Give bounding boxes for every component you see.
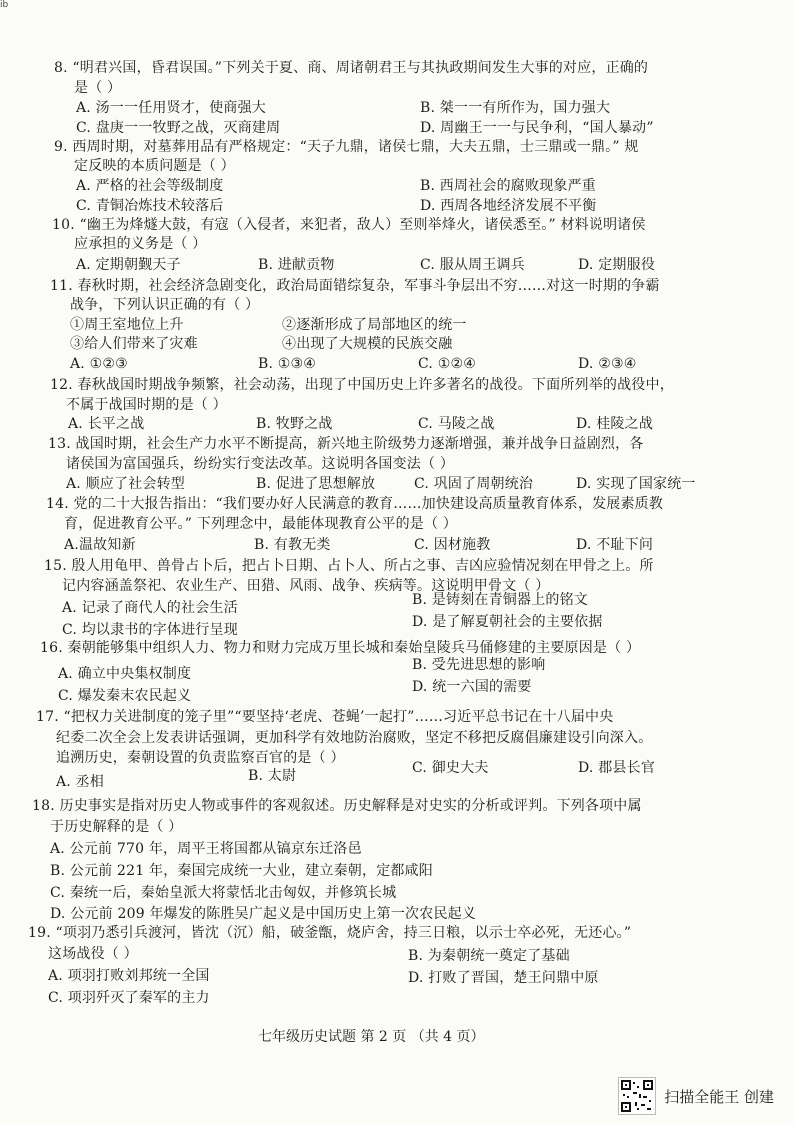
- option-b: B. 西周社会的腐败现象严重: [420, 178, 596, 194]
- option-c: C. 项羽歼灭了秦军的主力: [48, 990, 210, 1006]
- option-a: A. 严格的社会等级制度: [76, 178, 224, 194]
- option-d: D. 是了解夏朝社会的主要依据: [412, 614, 603, 630]
- question-stem: 于历史解释的是（ ）: [50, 819, 183, 835]
- question-stem: 纪委二次全会上发表讲话强调，更加科学有效地防治腐败，坚定不移把反腐倡廉建设引向深入。: [56, 730, 653, 746]
- question-stem: 定反映的本质问题是（ ）: [74, 158, 235, 174]
- option-c: C. 均以隶书的字体进行呈现: [62, 622, 238, 638]
- statement-item: ②逐渐形成了局部地区的统一: [282, 317, 467, 333]
- option-b: B. 太尉: [248, 768, 297, 784]
- option-a: A. 顺应了社会转型: [66, 476, 186, 492]
- option-c: C. 盘庚一一牧野之战，灭商建周: [76, 120, 281, 136]
- question-stem: 育，促进教育公平。” 下列理念中，最能体现教育公平的是（ ）: [64, 516, 458, 532]
- question-stem: 10. “幽王为烽燧大鼓，有寇（入侵者，来犯者，敌人）至则举烽火，诸侯悉至。” 材料说明诸侯: [52, 217, 646, 233]
- option-b: B. 公元前 221 年，秦国完成统一大业，建立秦朝，定都咸阳: [50, 863, 434, 879]
- question-stem: 18. 历史事实是指对历史人物或事件的客观叙述。历史解释是对史实的分析或评判。下列各项中属: [32, 798, 642, 814]
- question-stem: 不属于战国时期的是（ ）: [66, 397, 227, 413]
- option-b: B. 桀一一有所作为，国力强大: [420, 100, 611, 116]
- question-stem: 15. 殷人用龟甲、兽骨占卜后，把占卜日期、占卜人、所占之事、吉凶应验情况刻在甲骨之上。所: [44, 558, 654, 574]
- statement-item: ①周王室地位上升: [70, 317, 184, 333]
- question-stem: 11. 春秋时期，社会经济急剧变化，政治局面错综复杂，军事斗争层出不穷……对这一时期的争霸: [50, 278, 660, 294]
- option-d: D. 西周各地经济发展不平衡: [420, 198, 597, 214]
- option-c: C. 马陵之战: [418, 416, 495, 432]
- option-d: D. ②③④: [578, 356, 637, 372]
- option-b: B. 牧野之战: [256, 416, 333, 432]
- option-b: B. ①③④: [258, 356, 317, 372]
- question-stem: 追溯历史，秦朝设置的负责监察百官的是（ ）: [56, 750, 345, 766]
- option-a: A. 定期朝觐天子: [76, 257, 181, 273]
- option-d: D. 定期服役: [578, 257, 656, 273]
- option-d: D. 公元前 209 年爆发的陈胜吴广起义是中国历史上第一次农民起义: [50, 906, 477, 922]
- option-a: A.温故知新: [64, 537, 136, 553]
- question-stem: 是（ ）: [74, 80, 122, 96]
- corner-mark: ib: [0, 0, 9, 10]
- option-d: D. 打败了晋国，楚王问鼎中原: [408, 970, 599, 986]
- option-a: A. ①②③: [70, 356, 128, 372]
- option-c: C. 因材施教: [414, 537, 491, 553]
- option-b: B. 是铸刻在青铜器上的铭文: [412, 592, 588, 608]
- question-stem: 13. 战国时期，社会生产力水平不断提高，新兴地主阶级势力逐渐增强，兼并战争日益剧烈，各: [48, 436, 644, 452]
- option-c: C. 爆发秦末农民起义: [58, 688, 192, 704]
- option-a: A. 项羽打败刘邦统一全国: [48, 968, 210, 984]
- question-stem: 19. “项羽乃悉引兵渡河，皆沈（沉）船，破釜甑，烧庐舍，持三日粮，以示士卒必死，无还心。”: [28, 925, 632, 941]
- option-d: D. 桂陵之战: [576, 416, 654, 432]
- question-stem: 战争，下列认识正确的有（ ）: [70, 297, 260, 313]
- option-b: B. 有教无类: [254, 537, 331, 553]
- option-d: D. 郡县长官: [578, 760, 656, 776]
- option-b: B. 促进了思想解放: [256, 476, 376, 492]
- statement-item: ④出现了大规模的民族交融: [282, 336, 453, 352]
- option-c: C. 巩固了周朝统治: [414, 476, 534, 492]
- option-a: A. 丞相: [56, 774, 105, 790]
- option-c: C. 秦统一后，秦始皇派大将蒙恬北击匈奴，并修筑长城: [50, 885, 397, 901]
- option-a: A. 公元前 770 年，周平王将国都从镐京东迁洛邑: [50, 841, 362, 857]
- option-c: C. 御史大夫: [412, 760, 489, 776]
- question-stem: 诸侯国为富国强兵，纷纷实行变法改革。这说明各国变法（ ）: [66, 456, 455, 472]
- option-d: D. 实现了国家统一: [576, 476, 696, 492]
- question-stem: 17. “把权力关进制度的笼子里”“要坚持‘老虎、苍蝇’一起打”……习近平总书记在十八届中央: [36, 709, 614, 725]
- qr-code-icon: [618, 1077, 656, 1115]
- question-stem: 16. 秦朝能够集中组织人力、物力和财力完成万里长城和秦始皇陵兵马俑修建的主要原因是（ ）: [40, 640, 641, 656]
- option-c: C. 服从周王调兵: [420, 257, 525, 273]
- question-stem: 这场战役（ ）: [48, 946, 138, 962]
- option-a: A. 长平之战: [68, 416, 145, 432]
- scanner-watermark: [618, 1077, 774, 1115]
- question-stem: 8. “明君兴国，昏君误国。”下列关于夏、商、周诸朝君王与其执政期间发生大事的对应，正确的: [54, 60, 649, 76]
- option-b: B. 受先进思想的影响: [412, 657, 546, 673]
- option-b: B. 进献贡物: [258, 257, 335, 273]
- option-d: D. 统一六国的需要: [412, 679, 532, 695]
- statement-item: ③给人们带来了灾难: [70, 336, 198, 352]
- watermark-text: 扫描全能王 创建: [664, 1087, 774, 1106]
- question-stem: 9. 西周时期，对墓葬用品有严格规定：“天子九鼎，诸侯七鼎，大夫五鼎，士三鼎或一鼎。” 规: [54, 139, 639, 155]
- option-a: A. 记录了商代人的社会生活: [62, 600, 238, 616]
- option-d: D. 周幽王一一与民争利，“国人暴动”: [420, 120, 654, 136]
- option-a: A. 确立中央集权制度: [58, 666, 192, 682]
- option-c: C. 青铜冶炼技术较落后: [76, 198, 224, 214]
- question-stem: 14. 党的二十大报告指出：“我们要办好人民满意的教育……加快建设高质量教育体系，发展素质教: [46, 496, 664, 512]
- option-d: D. 不耻下问: [576, 537, 654, 553]
- question-stem: 12. 春秋战国时期战争频繁，社会动荡，出现了中国历史上许多著名的战役。下面所列举的战役中，: [50, 377, 674, 393]
- option-a: A. 汤一一任用贤才，使商强大: [76, 100, 267, 116]
- page-footer: 七年级历史试题 第 2 页 （共 4 页）: [258, 1029, 485, 1045]
- option-b: B. 为秦朝统一奠定了基础: [408, 948, 570, 964]
- question-stem: 记内容涵盖祭祀、农业生产、田猎、风雨、战争、疾病等。这说明甲骨文（ ）: [62, 578, 550, 594]
- option-c: C. ①②④: [418, 356, 476, 372]
- question-stem: 应承担的义务是（ ）: [74, 236, 207, 252]
